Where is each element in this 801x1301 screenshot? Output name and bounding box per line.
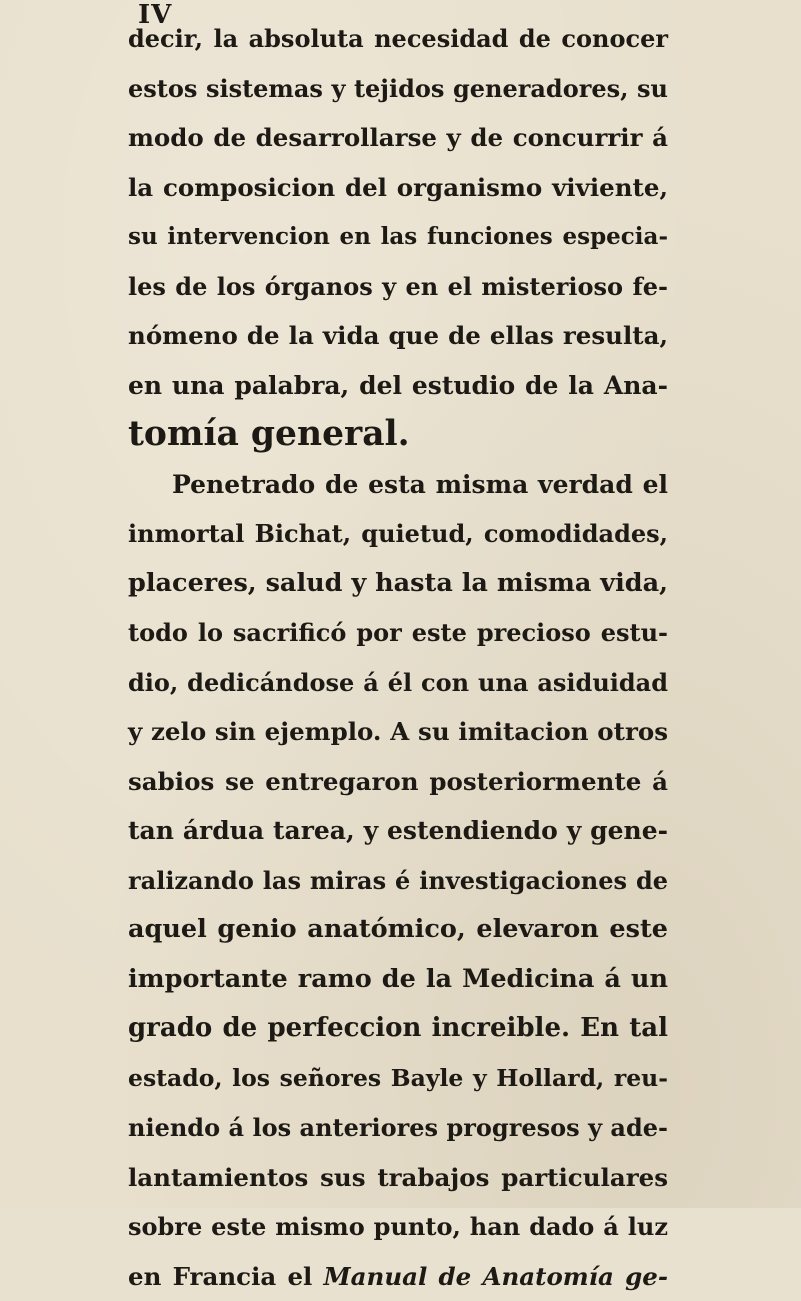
text-line: decir, la absoluta necesidad de conocer xyxy=(128,14,668,64)
text-line: en una palabra, del estudio de la Ana- xyxy=(128,361,668,411)
text-line: ralizando las miras é investigaciones de xyxy=(128,856,668,906)
text-line: niendo á los anteriores progresos y ade- xyxy=(128,1103,668,1153)
text-line: aquel genio anatómico, elevaron este xyxy=(128,905,668,955)
text-line: tomía general. xyxy=(128,410,668,460)
page-number: IV xyxy=(138,2,172,28)
text-line: inmortal Bichat, quietud, comodidades, xyxy=(128,509,668,559)
paragraph-start-line: Penetrado de esta misma verdad el xyxy=(128,460,668,510)
text-line: estado, los señores Bayle y Hollard, reu- xyxy=(128,1054,668,1104)
text-line: modo de desarrollarse y de concurrir á xyxy=(128,113,668,163)
text-line: su intervencion en las funciones especia- xyxy=(128,212,668,262)
text-line: dio, dedicándose á él con una asiduidad xyxy=(128,658,668,708)
text-line: sobre este mismo punto, han dado á luz xyxy=(128,1202,668,1252)
text-line: estos sistemas y tejidos generadores, su xyxy=(128,64,668,114)
text-line: placeres, salud y hasta la misma vida, xyxy=(128,559,668,609)
text-line: lantamientos sus trabajos particulares xyxy=(128,1153,668,1203)
text-line: tan árdua tarea, y estendiendo y gene- xyxy=(128,806,668,856)
text-line: importante ramo de la Medicina á un xyxy=(128,955,668,1005)
text-line: la composicion del organismo viviente, xyxy=(128,163,668,213)
last-text-line xyxy=(128,1252,668,1301)
text-line: sabios se entregaron posteriormente á xyxy=(128,757,668,807)
text-line: les de los órganos y en el misterioso fe- xyxy=(128,262,668,312)
body-text xyxy=(128,14,668,1301)
book-title-italic: Manual de Anatomía ge- xyxy=(324,1262,668,1291)
text-line: y zelo sin ejemplo. A su imitacion otros xyxy=(128,707,668,757)
text-line: nómeno de la vida que de ellas resulta, xyxy=(128,311,668,361)
last-line-plain-text: en Francia el xyxy=(128,1262,324,1291)
text-line: todo lo sacrificó por este precioso estu- xyxy=(128,608,668,658)
text-line: grado de perfeccion increible. En tal xyxy=(128,1004,668,1054)
